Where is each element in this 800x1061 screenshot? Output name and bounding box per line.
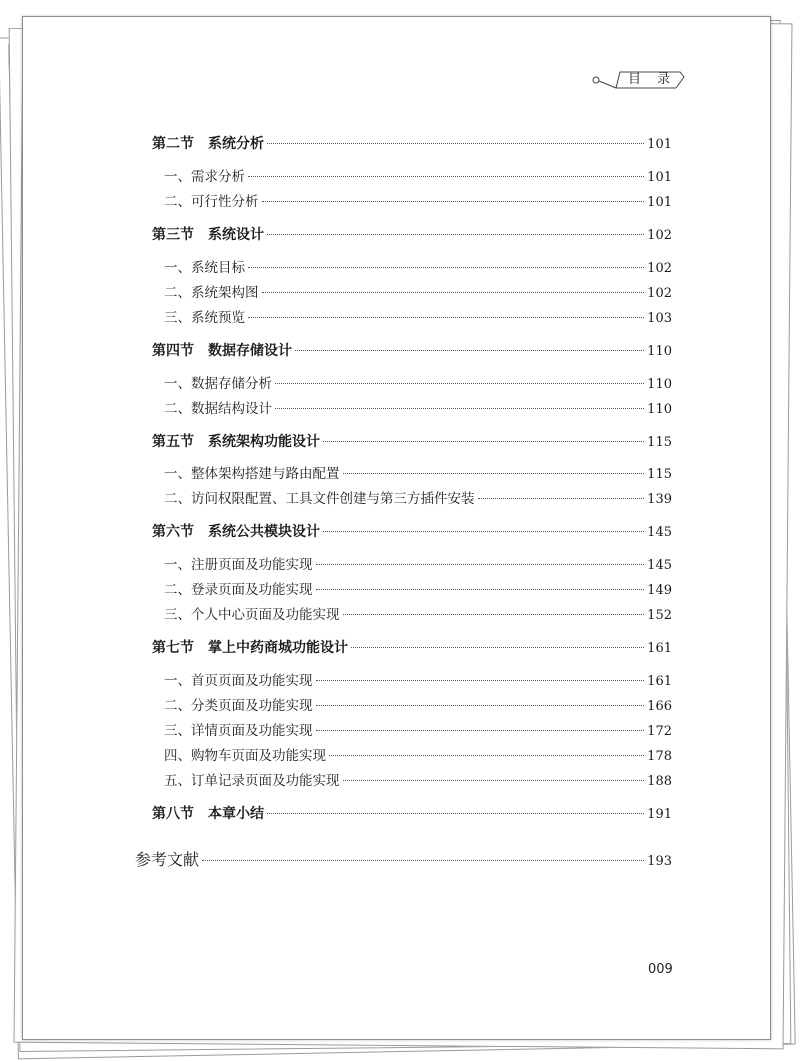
toc-item — [164, 191, 672, 213]
toc-page-number: 145 — [647, 525, 672, 540]
toc-title: 一、注册页面及功能实现 — [164, 557, 313, 573]
toc-item — [164, 257, 672, 279]
toc-page-number: 152 — [647, 608, 672, 623]
toc-item — [164, 720, 672, 742]
toc-title: 一、整体架构搭建与路由配置 — [164, 466, 340, 482]
toc-section — [152, 340, 672, 362]
toc-page-number: 145 — [647, 558, 672, 573]
toc-page-number: 178 — [647, 749, 672, 764]
toc-page-number: 139 — [647, 492, 672, 507]
toc-leader-dots — [267, 813, 644, 814]
toc-leader-dots — [343, 780, 645, 781]
toc-title: 第四节 数据存储设计 — [152, 343, 292, 359]
toc-references — [135, 849, 672, 871]
toc-title: 第五节 系统架构功能设计 — [152, 434, 320, 450]
toc-item — [164, 282, 672, 304]
toc-title: 第七节 掌上中药商城功能设计 — [152, 640, 348, 656]
toc-leader-dots — [262, 201, 645, 202]
toc-leader-dots — [323, 531, 644, 532]
toc-section — [152, 133, 672, 155]
toc-page-number: 110 — [647, 344, 672, 359]
toc-page-number: 102 — [647, 261, 672, 276]
toc-item — [164, 307, 672, 329]
toc-section — [152, 637, 672, 659]
toc-title: 四、购物车页面及功能实现 — [164, 748, 326, 764]
toc-leader-dots — [248, 267, 644, 268]
toc-leader-dots — [202, 860, 644, 861]
toc-title: 参考文献 — [135, 850, 200, 869]
toc-page-number: 172 — [647, 724, 672, 739]
toc-title: 三、个人中心页面及功能实现 — [164, 607, 340, 623]
toc-page-number: 101 — [647, 137, 672, 152]
toc-page-number: 103 — [647, 311, 672, 326]
toc-title: 二、可行性分析 — [164, 194, 259, 210]
toc-item — [164, 554, 672, 576]
toc-page-number: 166 — [647, 699, 672, 714]
toc-item — [164, 770, 672, 792]
toc-leader-dots — [343, 473, 645, 474]
toc-leader-dots — [316, 730, 645, 731]
toc-title: 第八节 本章小结 — [152, 806, 264, 822]
toc-section — [152, 431, 672, 453]
toc-title: 一、系统目标 — [164, 260, 245, 276]
toc-page-number: 101 — [647, 170, 672, 185]
toc-page-number: 102 — [647, 286, 672, 301]
toc-title: 三、系统预览 — [164, 310, 245, 326]
toc-leader-dots — [316, 589, 645, 590]
toc-leader-dots — [295, 350, 644, 351]
toc-leader-dots — [316, 705, 645, 706]
toc-leader-dots — [267, 234, 644, 235]
toc-title: 一、数据存储分析 — [164, 376, 272, 392]
toc-title: 二、访问权限配置、工具文件创建与第三方插件安装 — [164, 491, 475, 507]
toc-page-number: 161 — [647, 674, 672, 689]
toc-page-number: 110 — [647, 402, 672, 417]
toc-leader-dots — [248, 317, 644, 318]
toc-page-number: 101 — [647, 195, 672, 210]
toc-leader-dots — [267, 143, 644, 144]
toc-title: 五、订单记录页面及功能实现 — [164, 773, 340, 789]
toc-item — [164, 579, 672, 601]
toc-page-number: 115 — [647, 467, 672, 482]
toc-page-number: 188 — [647, 774, 672, 789]
toc-item — [164, 745, 672, 767]
toc-item — [164, 604, 672, 626]
toc-title: 二、系统架构图 — [164, 285, 259, 301]
toc-leader-dots — [316, 564, 645, 565]
toc-item — [164, 463, 672, 485]
toc-item — [164, 166, 672, 188]
toc-leader-dots — [351, 647, 644, 648]
toc-title: 三、详情页面及功能实现 — [164, 723, 313, 739]
toc-section — [152, 521, 672, 543]
toc-title: 一、需求分析 — [164, 169, 245, 185]
toc-leader-dots — [343, 614, 645, 615]
page-number: 009 — [648, 962, 673, 977]
toc-title: 二、登录页面及功能实现 — [164, 582, 313, 598]
toc-section — [152, 803, 672, 825]
toc-page-number: 193 — [647, 854, 672, 869]
toc-leader-dots — [316, 680, 645, 681]
toc-leader-dots — [329, 755, 644, 756]
toc-item — [164, 488, 672, 510]
toc-leader-dots — [323, 441, 644, 442]
toc-leader-dots — [478, 498, 645, 499]
toc-page-number: 191 — [647, 807, 672, 822]
header-label: 目 录 — [628, 72, 677, 87]
toc-title: 第二节 系统分析 — [152, 136, 264, 152]
toc-title: 二、分类页面及功能实现 — [164, 698, 313, 714]
toc-page-number: 102 — [647, 228, 672, 243]
toc-title: 二、数据结构设计 — [164, 401, 272, 417]
toc-title: 第三节 系统设计 — [152, 227, 264, 243]
toc-title: 一、首页页面及功能实现 — [164, 673, 313, 689]
toc-leader-dots — [275, 408, 644, 409]
toc-leader-dots — [262, 292, 645, 293]
toc-page-number: 161 — [647, 641, 672, 656]
toc-leader-dots — [275, 383, 644, 384]
toc-page-number: 115 — [647, 435, 672, 450]
toc-page-number: 110 — [647, 377, 672, 392]
toc-item — [164, 373, 672, 395]
toc-item — [164, 670, 672, 692]
toc-section — [152, 224, 672, 246]
toc-leader-dots — [248, 176, 644, 177]
toc-title: 第六节 系统公共模块设计 — [152, 524, 320, 540]
toc-page-number: 149 — [647, 583, 672, 598]
toc-item — [164, 695, 672, 717]
toc-item — [164, 398, 672, 420]
